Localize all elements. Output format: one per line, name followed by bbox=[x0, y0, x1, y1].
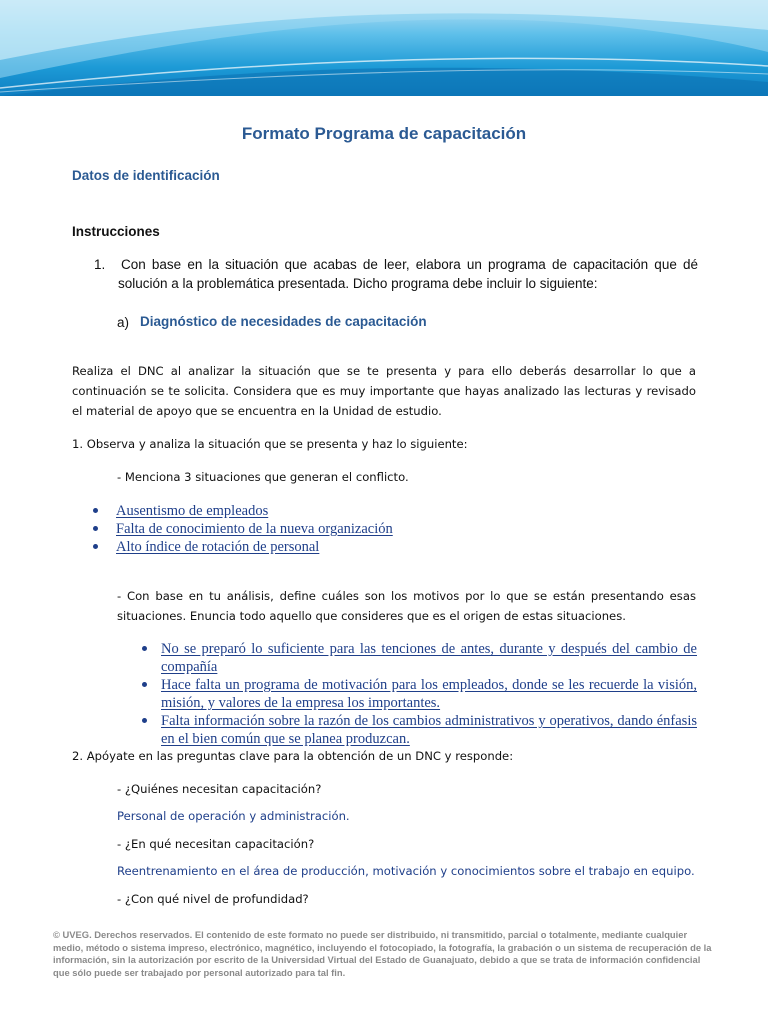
subitem-title: Diagnóstico de necesidades de capacitación bbox=[140, 314, 427, 329]
question-depth: - ¿Con qué nivel de profundidad? bbox=[117, 892, 309, 906]
list-item-text: Falta información sobre la razón de los cambios administrativos y operativos, dando énfasis en el bien común que se planea produzcan. bbox=[161, 713, 697, 747]
bullet-icon bbox=[142, 718, 147, 723]
bullet-icon bbox=[142, 682, 147, 687]
list-item bbox=[161, 712, 697, 748]
bullet-icon bbox=[93, 508, 98, 513]
answer-what: Reentrenamiento en el área de producción, motivación y conocimientos sobre el trabajo en equipo. bbox=[117, 864, 695, 878]
bullet-icon bbox=[93, 526, 98, 531]
conflict-list bbox=[116, 502, 516, 556]
bullet-icon bbox=[142, 646, 147, 651]
bullet-icon bbox=[93, 544, 98, 549]
header-banner bbox=[0, 0, 768, 96]
page-title: Formato Programa de capacitación bbox=[241, 124, 527, 143]
instructions-heading: Instrucciones bbox=[72, 224, 160, 239]
cause-list bbox=[161, 640, 697, 748]
banner-waves bbox=[0, 0, 768, 96]
question-who: - ¿Quiénes necesitan capacitación? bbox=[117, 782, 322, 796]
list-item bbox=[116, 502, 516, 520]
subitem-letter: a) bbox=[117, 315, 130, 330]
copyright-footer: © UVEG. Derechos reservados. El contenido de este formato no puede ser distribuido, ni transmitido, parcial o totalmente, mediante cualquier medio, método o sistema impreso, electrónico, magnético, incluyendo el fotocopiado, la fotografía, la grabación o un sistema de recuperación de la información, sin la autorización por escrito de la Universidad Virtual del Estado de Guanajuato, debido a que se trata de información confidencial que sólo puede ser trabajado por personal autorizado para tal fin. bbox=[53, 929, 712, 978]
dnc-intro: Realiza el DNC al analizar la situación que se te presenta y para ello deberás desarrollar lo que a continuación se te solicita. Considera que es muy importante que hayas analizado las lecturas y revisado el material de apoyo que se encuentra en la Unidad de estudio. bbox=[72, 364, 696, 418]
prompt-conflicts: - Menciona 3 situaciones que generan el conflicto. bbox=[117, 470, 409, 484]
list-item bbox=[116, 538, 516, 556]
step-2: 2. Apóyate en las preguntas clave para la obtención de un DNC y responde: bbox=[72, 749, 514, 763]
instruction-number: 1. bbox=[94, 257, 106, 272]
instruction-text: Con base en la situación que acabas de leer, elabora un programa de capacitación que dé solución a la problemática presentada. Dicho programa debe incluir lo siguiente: bbox=[118, 257, 698, 291]
identification-heading: Datos de identificación bbox=[72, 168, 220, 183]
list-item-text: Ausentismo de empleados bbox=[116, 503, 269, 519]
list-item bbox=[161, 640, 697, 676]
step-1: 1. Observa y analiza la situación que se presenta y haz lo siguiente: bbox=[72, 437, 468, 451]
list-item bbox=[116, 520, 516, 538]
list-item-text: Falta de conocimiento de la nueva organización bbox=[116, 521, 393, 537]
list-item bbox=[161, 676, 697, 712]
question-what: - ¿En qué necesitan capacitación? bbox=[117, 837, 315, 851]
list-item-text: Hace falta un programa de motivación para los empleados, donde se les recuerde la visión, misión, y valores de la empresa los importantes. bbox=[161, 677, 697, 711]
list-item-text: No se preparó lo suficiente para las tenciones de antes, durante y después del cambio de compañía bbox=[161, 641, 697, 675]
answer-who: Personal de operación y administración. bbox=[117, 809, 350, 823]
list-item-text: Alto índice de rotación de personal bbox=[116, 539, 320, 555]
prompt-causes: - Con base en tu análisis, define cuáles son los motivos por lo que se están presentando esas situaciones. Enuncia todo aquello que consideres que es el origen de estas situaciones. bbox=[117, 589, 696, 623]
